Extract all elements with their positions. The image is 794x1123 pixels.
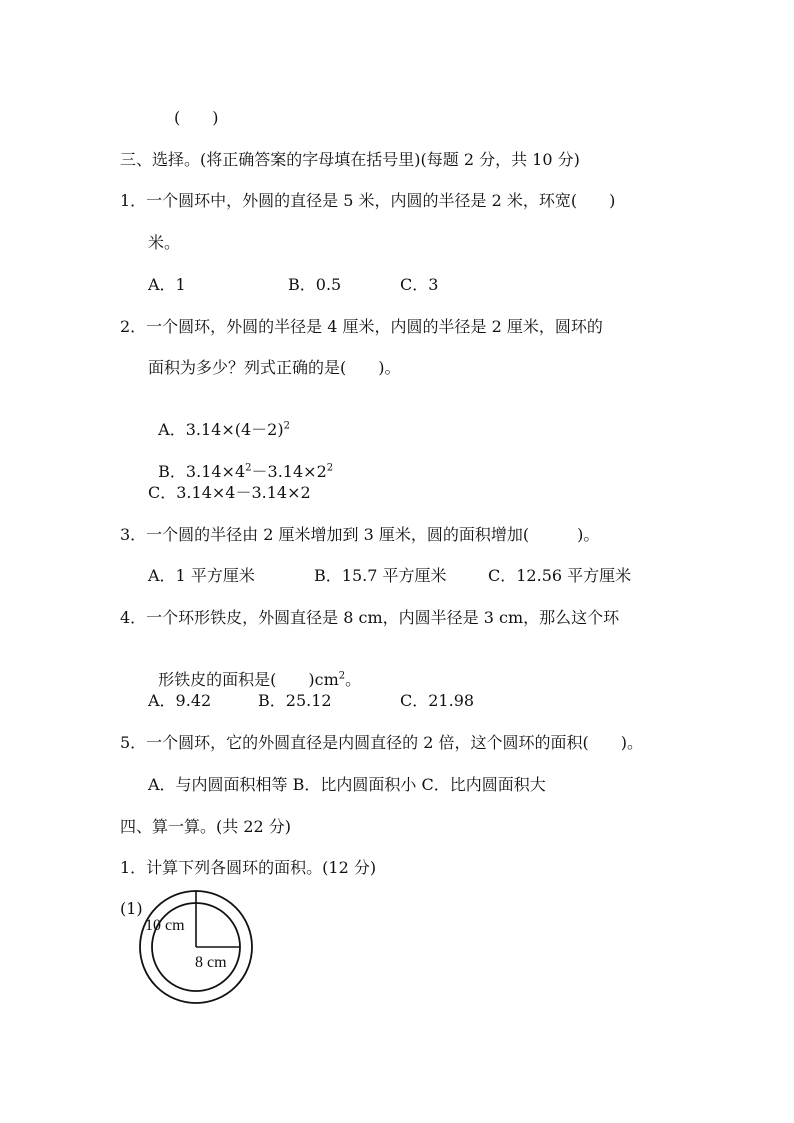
q2-option-a-text: A．3.14×(4－2): [158, 420, 284, 439]
q2-option-b-mid: －3.14×2: [251, 462, 327, 481]
q1-option-c: C．3: [400, 275, 439, 294]
q1-option-b: B．0.5: [288, 275, 342, 294]
q5-line1: 5．一个圆环，它的外圆直径是内圆直径的 2 倍，这个圆环的面积( )。: [120, 733, 644, 752]
q2-line2: 面积为多少？列式正确的是( )。: [148, 358, 401, 377]
q2-line1: 2．一个圆环，外圆的半径是 4 厘米，内圆的半径是 2 厘米，圆环的: [120, 317, 603, 336]
section4-q1: 1．计算下列各圆环的面积。(12 分): [120, 858, 377, 877]
q1-line1: 1．一个圆环中，外圆的直径是 5 米，内圆的半径是 2 米，环宽( ): [120, 191, 616, 210]
q2-option-b: [148, 442, 333, 482]
q4-option-b: B．25.12: [258, 691, 332, 710]
q4-line2-exponent: 2: [338, 670, 346, 682]
section4-heading: 四、算一算。(共 22 分): [120, 817, 292, 836]
q1-line2: 米。: [148, 233, 181, 252]
top-blank: ( ): [174, 108, 219, 127]
q3-option-c: C．12.56 平方厘米: [488, 566, 632, 585]
q2-option-b-exponent2: 2: [326, 462, 334, 474]
section3-heading: 三、选择。(将正确答案的字母填在括号里)(每题 2 分，共 10 分): [120, 150, 580, 169]
q1-option-a: A．1: [148, 275, 186, 294]
q4-option-c: C．21.98: [400, 691, 475, 710]
q2-option-b-exponent1: 2: [245, 462, 252, 474]
q4-option-a: A．9.42: [148, 691, 212, 710]
q4-line2-pre: 形铁皮的面积是( )cm: [158, 670, 339, 689]
q2-option-a-exponent: 2: [283, 420, 290, 432]
inner-diameter-label: 8 cm: [195, 954, 227, 971]
q2-option-a: [148, 400, 290, 440]
q2-option-c: C．3.14×4－3.14×2: [148, 483, 311, 502]
q3-option-b: B．15.7 平方厘米: [314, 566, 447, 585]
q4-line2-post: 。: [345, 670, 362, 689]
q2-option-b-pre: B．3.14×4: [158, 462, 246, 481]
q3-option-a: A．1 平方厘米: [148, 566, 255, 585]
q3-line1: 3．一个圆的半径由 2 厘米增加到 3 厘米，圆的面积增加( )。: [120, 525, 600, 544]
outer-diameter-label: 10 cm: [145, 917, 185, 934]
q4-line2: [148, 650, 361, 690]
section4-sub1-label: (1): [120, 899, 143, 918]
q5-options: A．与内圆面积相等 B．比内圆面积小 C．比内圆面积大: [148, 775, 546, 794]
q4-line1: 4．一个环形铁皮，外圆直径是 8 cm，内圆半径是 3 cm，那么这个环: [120, 608, 620, 627]
ring-figure: [131, 882, 261, 1012]
